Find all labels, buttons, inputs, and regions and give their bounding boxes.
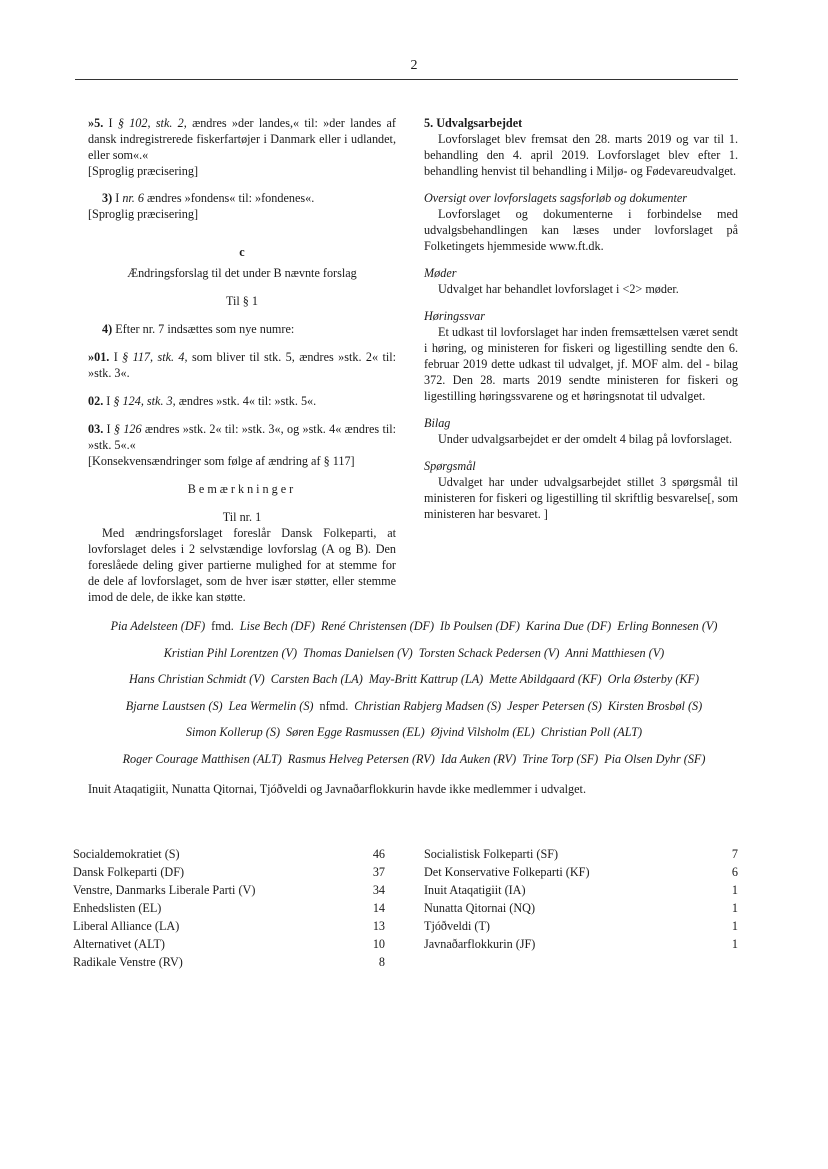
party-seats: 6	[731, 865, 738, 879]
party-row	[424, 917, 738, 935]
party-seats: 8	[378, 955, 385, 969]
amendment-number: 03.	[88, 422, 104, 436]
party-row	[73, 881, 385, 899]
sporgsmal-text: Udvalget har under udvalgsarbejdet stillet 3 spørgsmål til ministeren for fiskeri og ligestilling til skriftlig besvarelse[, som ministeren har besvaret. ]	[424, 475, 738, 521]
party-row	[424, 899, 738, 917]
member-line	[60, 724, 768, 740]
member-name: Carsten Bach (LA)	[270, 672, 363, 686]
text-segment: ændres »fondens« til: »fondenes«.	[144, 191, 315, 205]
member-name: Hans Christian Schmidt (V)	[128, 672, 265, 686]
member-name: Mette Abildgaard (KF)	[489, 672, 602, 686]
subheading-sporgsmal: Spørgsmål	[424, 459, 476, 473]
text-segment: ændres »stk. 2« til: »stk. 3«, og »stk. 4« ændres til: »stk. 5«.«	[88, 422, 397, 452]
text-segment: I	[103, 116, 118, 130]
committee-members	[60, 618, 768, 777]
party-row	[73, 899, 385, 917]
party-name: Det Konservative Folkeparti (KF)	[424, 865, 590, 879]
subheading-oversigt: Oversigt over lovforslagets sagsforløb og dokumenter	[424, 191, 688, 205]
party-seats: 46	[372, 847, 385, 861]
remarks-title: Bemærkninger	[187, 482, 297, 496]
member-name: Karina Due (DF)	[525, 619, 612, 633]
text-segment: Efter nr. 7 indsættes som nye numre:	[112, 322, 295, 336]
amendment-4	[88, 321, 396, 337]
amendment-01	[88, 349, 396, 381]
section-reference: § 102, stk. 2,	[117, 116, 187, 130]
member-name: Torsten Schack Pedersen (V)	[418, 645, 560, 660]
member-name: René Christensen (DF)	[320, 619, 435, 633]
party-row	[424, 845, 738, 863]
text-segment: som bliver til stk. 5, ændres »stk. 2« til: »stk. 3«.	[88, 350, 396, 380]
section-intro: Lovforslaget blev fremsat den 28. marts 2019 og var til 1. behandling den 4. april 2019. Lovforslaget blev efter 1. behandling henvist til behandling i Miljø- og Fødevareudvalget.	[424, 132, 738, 178]
page-number: 2	[410, 58, 418, 73]
member-name: Anni Matthiesen (V)	[565, 645, 665, 660]
amendment-03	[88, 421, 396, 453]
party-name: Nunatta Qitornai (NQ)	[424, 901, 536, 915]
party-name: Javnaðarflokkurin (JF)	[424, 937, 536, 951]
text-segment: I	[103, 422, 114, 436]
member-name: Jesper Petersen (S)	[507, 698, 602, 713]
member-name: Christian Poll (ALT)	[540, 725, 643, 739]
party-row	[424, 881, 738, 899]
party-seat-table-right	[424, 845, 738, 953]
party-seats: 7	[731, 847, 738, 861]
party-name: Venstre, Danmarks Liberale Parti (V)	[73, 883, 256, 897]
member-name: Bjarne Laustsen (S)	[125, 698, 223, 713]
member-name: Kristian Pihl Lorentzen (V)	[163, 645, 298, 660]
text-segment: I	[103, 394, 114, 408]
amendment-02	[88, 393, 396, 409]
section-reference: § 126	[113, 422, 142, 436]
party-seat-table-left	[73, 845, 385, 971]
bilag-text: Under udvalgsarbejdet er der omdelt 4 bilag på lovforslaget.	[438, 432, 733, 446]
member-name: Lise Bech (DF)	[239, 619, 315, 633]
left-column	[88, 115, 396, 605]
party-seats: 13	[372, 919, 385, 933]
member-name: Ida Auken (RV)	[440, 751, 517, 766]
party-row	[73, 935, 385, 953]
member-name: Ib Poulsen (DF)	[440, 619, 520, 633]
section-reference: nr. 6	[122, 191, 144, 205]
text-segment: ændres »stk. 4« til: »stk. 5«.	[175, 394, 317, 408]
party-name: Socialistisk Folkeparti (SF)	[424, 847, 559, 861]
party-name: Radikale Venstre (RV)	[73, 955, 183, 969]
amendment-3	[88, 190, 396, 206]
member-line	[60, 618, 768, 634]
section-heading: 5. Udvalgsarbejdet	[424, 116, 523, 130]
member-line	[60, 698, 768, 714]
amendment-number: 4)	[102, 322, 113, 336]
member-name: Christian Rabjerg Madsen (S)	[354, 698, 502, 713]
member-name: Lea Wermelin (S)	[228, 698, 314, 713]
party-row	[73, 863, 385, 881]
member-name: Roger Courage Matthisen (ALT)	[122, 751, 282, 766]
party-name: Enhedslisten (EL)	[73, 901, 162, 915]
moder-text: Udvalget har behandlet lovforslaget i <2> møder.	[438, 282, 679, 296]
member-name: Rasmus Helveg Petersen (RV)	[287, 751, 435, 766]
text-segment: ændres »der landes,« til: »der landes af dansk indregistrerede fiskerfartøjer i Danmark eller i udlandet, eller som«.«	[88, 116, 396, 162]
party-seats: 10	[372, 937, 385, 951]
member-name: Søren Egge Rasmussen (EL)	[286, 725, 425, 739]
party-row	[73, 917, 385, 935]
member-name: Øjvind Vilsholm (EL)	[430, 725, 535, 739]
member-name: Orla Østerby (KF)	[607, 672, 700, 686]
amendment-number: 02.	[88, 394, 104, 408]
amendment-5	[88, 115, 396, 163]
member-line	[60, 671, 768, 687]
remarks-subheading: Til nr. 1	[222, 510, 262, 524]
party-seats: 34	[372, 883, 385, 897]
member-line	[60, 751, 768, 767]
member-name: Erling Bonnesen (V)	[617, 619, 718, 633]
amendment-note: [Konsekvensændringer som følge af ændring af § 117]	[88, 454, 355, 468]
header-rule	[75, 79, 738, 80]
oversigt-text: Lovforslaget og dokumenterne i forbindelse med udvalgsbehandlingen kan læses under lovforslaget på Folketingets hjemmeside www.ft.dk.	[424, 207, 738, 253]
section-reference: § 117, stk. 4,	[122, 350, 188, 364]
party-name: Alternativet (ALT)	[73, 937, 165, 951]
party-row	[73, 953, 385, 971]
chair-label: fmd.	[211, 619, 234, 633]
party-name: Inuit Ataqatigiit (IA)	[424, 883, 526, 897]
no-members-note: Inuit Ataqatigiit, Nunatta Qitornai, Tjóðveldi og Javnaðarflokkurin havde ikke medlemmer i udvalget.	[88, 782, 586, 796]
member-name: Pia Olsen Dyhr (SF)	[604, 751, 706, 766]
party-name: Socialdemokratiet (S)	[73, 847, 180, 861]
party-seats: 1	[731, 919, 738, 933]
party-seats: 1	[731, 883, 738, 897]
party-name: Tjóðveldi (T)	[424, 919, 490, 933]
subheading-moder: Møder	[424, 266, 457, 280]
amendment-number: 3)	[102, 191, 113, 205]
member-name: Simon Kollerup (S)	[185, 725, 281, 739]
party-name: Liberal Alliance (LA)	[73, 919, 180, 933]
section-reference: § 124, stk. 3,	[113, 394, 176, 408]
amendment-number: »01.	[88, 350, 110, 364]
amendment-note: [Sproglig præcisering]	[88, 207, 199, 221]
member-line	[60, 645, 768, 661]
section-title: Ændringsforslag til det under B nævnte forslag	[127, 266, 357, 280]
member-name: Pia Adelsteen (DF)	[110, 619, 206, 633]
party-row	[73, 845, 385, 863]
member-name: Trine Torp (SF)	[522, 751, 599, 766]
text-segment: I	[109, 350, 123, 364]
member-name: Kirsten Brosbøl (S)	[607, 698, 703, 713]
vice-chair-label: nfmd.	[319, 698, 349, 713]
party-seats: 1	[731, 937, 738, 951]
til-paragraph-heading: Til § 1	[225, 294, 259, 308]
party-row	[424, 863, 738, 881]
party-seats: 1	[731, 901, 738, 915]
party-seats: 14	[372, 901, 385, 915]
amendment-number: »5.	[88, 116, 104, 130]
member-name: Thomas Danielsen (V)	[303, 645, 413, 660]
amendment-note: [Sproglig præcisering]	[88, 164, 199, 178]
subheading-horingssvar: Høringssvar	[424, 309, 485, 323]
remarks-text: Med ændringsforslaget foreslår Dansk Folkeparti, at lovforslaget deles i 2 selvstændige lovforslag (A og B). Den foreslåede deling giver partierne mulighed for at stemme for de dele af lovforslaget, som de hver især støtter, eller stemme imod de dele, de ikke kan støtte.	[88, 526, 396, 604]
party-name: Dansk Folkeparti (DF)	[73, 865, 185, 879]
horingssvar-text: Et udkast til lovforslaget har inden fremsættelsen været sendt i høring, og ministeren for fiskeri og ligestilling sendte den 6. februar 2019 dette udkast til udvalget, jf. MOF alm. del - bilag 372. Den 28. marts 2019 sendte ministeren for fiskeri og ligestilling høringssvarene og et høringsnotat til udvalget.	[424, 325, 738, 403]
member-name: May-Britt Kattrup (LA)	[368, 672, 484, 686]
party-row	[424, 935, 738, 953]
text-segment: I	[112, 191, 123, 205]
section-letter: c	[239, 245, 245, 259]
subheading-bilag: Bilag	[424, 416, 451, 430]
party-seats: 37	[372, 865, 385, 879]
right-column	[424, 115, 738, 522]
